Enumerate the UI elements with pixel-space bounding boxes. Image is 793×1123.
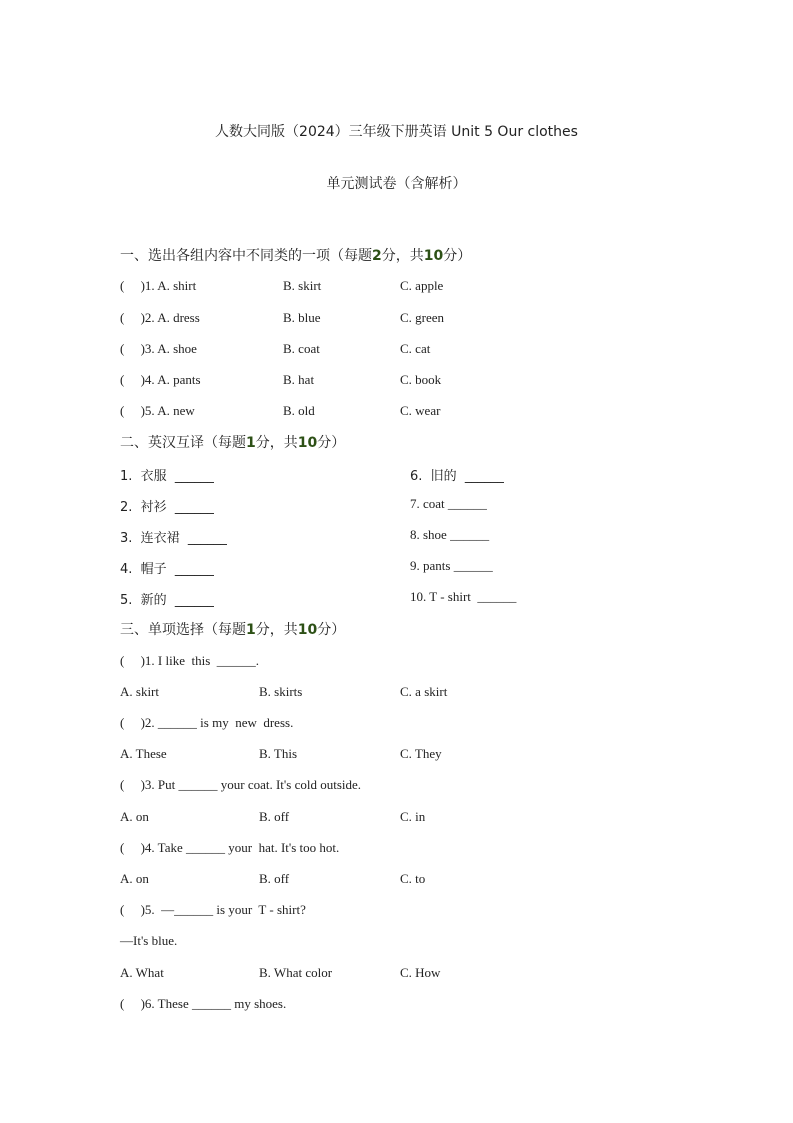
s3-q3-option-a: A. on: [120, 809, 149, 824]
s2-item-5: 5. 新的 ______: [120, 593, 214, 608]
s3-q1-option-a: A. skirt: [120, 684, 159, 699]
s3-q1-option-c: C. a skirt: [400, 684, 448, 699]
s2-item-3: 3. 连衣裙 ______: [120, 531, 227, 546]
s3-q5-option-b: B. What color: [259, 965, 333, 980]
s2-item-10: 10. T - shirt ______: [410, 589, 517, 604]
section1-heading: 一、选出各组内容中不同类的一项（每题2分，共10分）: [120, 248, 472, 264]
section2-heading: 二、英汉互译（每题1分，共10分）: [120, 435, 346, 451]
s3-q2: ( )2. ______ is my new dress.: [120, 715, 294, 730]
s3-q1-option-b: B. skirts: [259, 684, 303, 699]
s1-q5-option-b: B. old: [283, 403, 315, 418]
s1-q4: ( )4. A. pants: [120, 372, 201, 387]
s1-q3-option-c: C. cat: [400, 341, 431, 356]
s2-item-4: 4. 帽子 ______: [120, 562, 214, 577]
s3-q3-option-c: C. in: [400, 809, 426, 824]
s2-item-9: 9. pants ______: [410, 558, 493, 573]
s3-q5: ( )5. —______ is your T - shirt?: [120, 902, 306, 917]
s1-q3: ( )3. A. shoe: [120, 341, 197, 356]
s2-item-2: 2. 衬衫 ______: [120, 500, 214, 515]
s2-item-1: 1. 衣服 ______: [120, 469, 214, 484]
s1-q2-option-c: C. green: [400, 310, 445, 325]
s3-q3: ( )3. Put ______ your coat. It's cold outside.: [120, 777, 362, 792]
s2-item-8: 8. shoe ______: [410, 527, 490, 542]
s3-q4-option-c: C. to: [400, 871, 426, 886]
s1-q5: ( )5. A. new: [120, 403, 195, 418]
s1-q2: ( )2. A. dress: [120, 310, 200, 325]
s1-q1-option-b: B. skirt: [283, 278, 322, 293]
s1-q4-option-b: B. hat: [283, 372, 315, 387]
section3-heading: 三、单项选择（每题1分，共10分）: [120, 622, 346, 638]
s1-q4-option-c: C. book: [400, 372, 442, 387]
s3-q4: ( )4. Take ______ your hat. It's too hot.: [120, 840, 340, 855]
s3-q5-option-c: C. How: [400, 965, 441, 980]
s1-q2-option-b: B. blue: [283, 310, 321, 325]
s2-item-7: 7. coat ______: [410, 496, 487, 511]
s3-q2-option-c: C. They: [400, 746, 442, 761]
s3-q4-option-a: A. on: [120, 871, 149, 886]
s3-q1: ( )1. I like this ______.: [120, 653, 260, 668]
s1-q3-option-b: B. coat: [283, 341, 320, 356]
s3-q5-option-a: A. What: [120, 965, 164, 980]
s2-item-6: 6. 旧的 ______: [410, 469, 504, 484]
s3-q5-answer-line: —It's blue.: [120, 933, 178, 948]
document-title: 人数大同版（2024）三年级下册英语 Unit 5 Our clothes: [215, 124, 578, 140]
s3-q3-option-b: B. off: [259, 809, 290, 824]
s3-q2-option-a: A. These: [120, 746, 167, 761]
s3-q6: ( )6. These ______ my shoes.: [120, 996, 287, 1011]
s3-q4-option-b: B. off: [259, 871, 290, 886]
s1-q1-option-c: C. apple: [400, 278, 444, 293]
s3-q2-option-b: B. This: [259, 746, 298, 761]
s1-q5-option-c: C. wear: [400, 403, 441, 418]
s1-q1: ( )1. A. shirt: [120, 278, 197, 293]
document-subtitle: 单元测试卷（含解析）: [326, 176, 467, 192]
